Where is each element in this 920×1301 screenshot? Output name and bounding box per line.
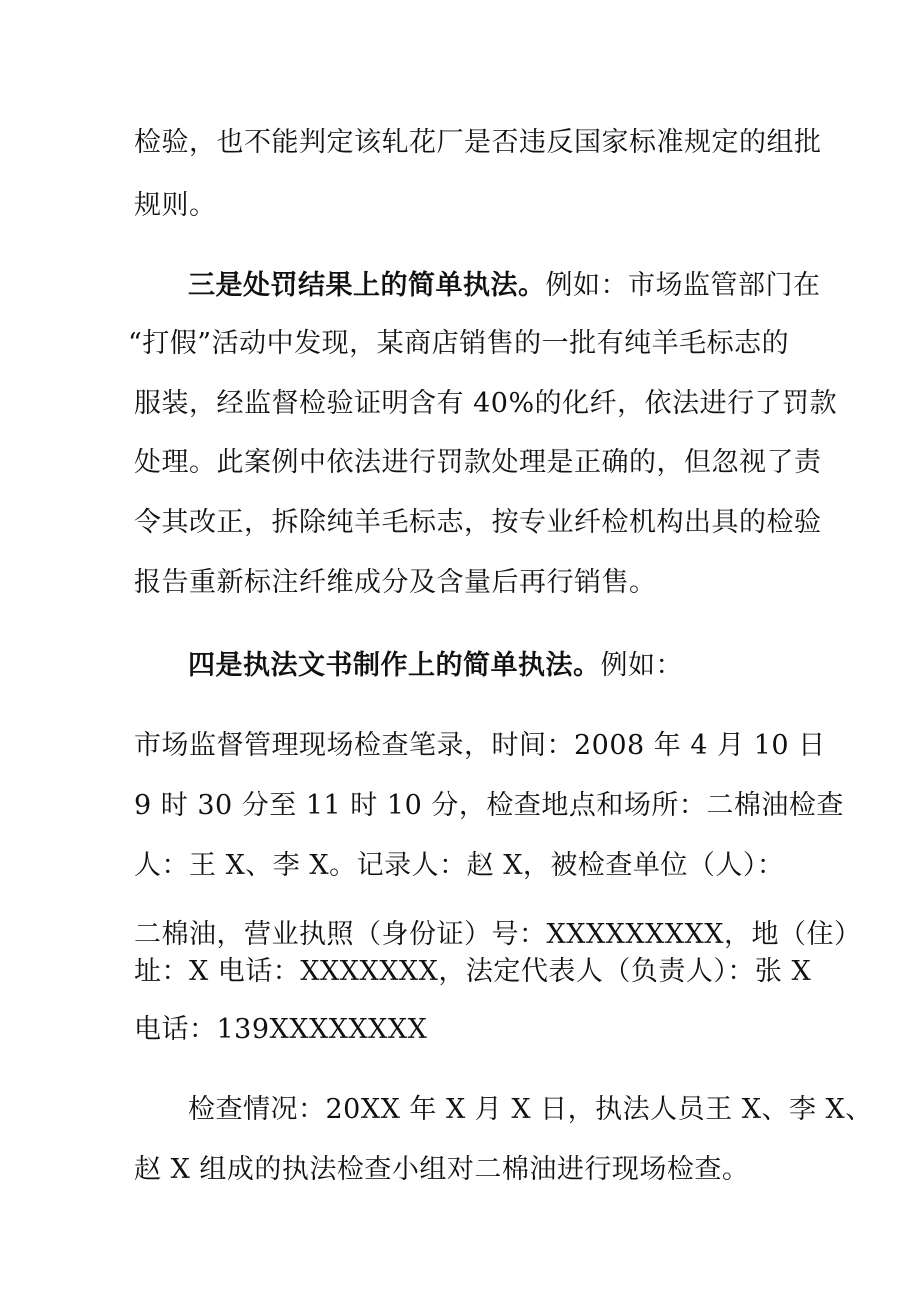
section-heading: 四是执法文书制作上的简单执法。 — [188, 650, 601, 681]
record-line: 9 时 30 分至 11 时 10 分，检查地点和场所：二棉油检查 — [134, 790, 844, 821]
paragraph-line: 检查情况：20XX 年 X 月 X 日，执法人员王 X、李 X、 — [188, 1094, 873, 1125]
record-line: 市场监督管理现场检查笔录，时间：2008 年 4 月 10 日 — [134, 730, 826, 761]
record-line: 人：王 X、李 X。记录人：赵 X，被检查单位（人）： — [134, 850, 785, 881]
paragraph-line: 处理。此案例中依法进行罚款处理是正确的，但忽视了责 — [134, 447, 822, 478]
paragraph-line — [188, 648, 683, 684]
paragraph-line: 检验，也不能判定该轧花厂是否违反国家标准规定的组批 — [134, 127, 822, 158]
paragraph-line: 令其改正，拆除纯羊毛标志，按专业纤检机构出具的检验 — [134, 507, 822, 538]
paragraph-text: 例如：市场监管部门在 — [545, 270, 821, 301]
record-line: 电话：139XXXXXXXX — [134, 1014, 428, 1045]
paragraph-line: 赵 X 组成的执法检查小组对二棉油进行现场检查。 — [134, 1154, 750, 1185]
record-line: 二棉油，营业执照（身份证）号：XXXXXXXXX，地（住） — [134, 919, 862, 950]
paragraph-line: 规则。 — [134, 190, 217, 221]
section-heading: 三是处罚结果上的简单执法。 — [188, 270, 546, 301]
record-line: 址：X 电话：XXXXXXX，法定代表人（负责人）：张 X — [134, 956, 812, 987]
paragraph-line: 报告重新标注纤维成分及含量后再行销售。 — [134, 567, 657, 598]
paragraph-line: 服装，经监督检验证明含有 40%的化纤，依法进行了罚款 — [134, 388, 838, 419]
paragraph-line: “打假”活动中发现，某商店销售的一批有纯羊毛标志的 — [128, 328, 790, 359]
paragraph-line — [188, 268, 821, 304]
paragraph-text: 例如： — [600, 650, 683, 681]
